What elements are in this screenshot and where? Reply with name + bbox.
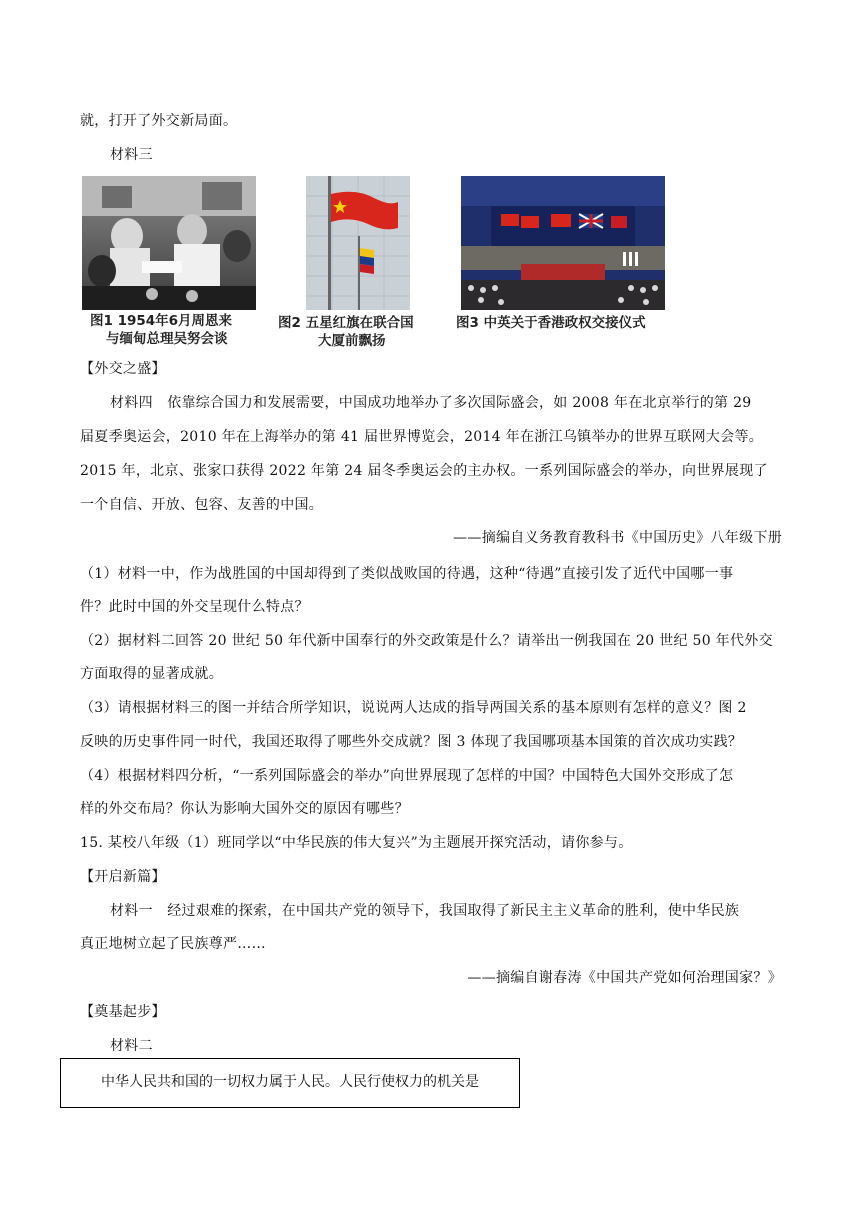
material-3-label: 材料三 [110, 147, 153, 163]
material-4-text: 材料四 依靠综合国力和发展需要，中国成功地举办了多次国际盛会，如 2008 年在北京举行的第 29 [110, 395, 752, 411]
material-1-text: 材料一 经过艰难的探索，在中国共产党的领导下，我国取得了新民主主义革命的胜利，使中华民族 [110, 903, 740, 919]
caption-line: 图2 五星红旗在联合国 [278, 315, 414, 331]
text-line: 就，打开了外交新局面。 [80, 113, 238, 129]
material-1-text: 真正地树立起了民族尊严…… [80, 936, 266, 952]
question-1: （1）材料一中，作为战胜国的中国却得到了类似战败国的待遇，这种“待遇”直接引发了近代中国哪一事 [80, 566, 734, 582]
figure-2-caption [278, 314, 414, 350]
material-2-box [60, 1058, 520, 1108]
flag-icon [306, 176, 410, 310]
question-1: 件？此时中国的外交呈现什么特点？ [80, 599, 309, 615]
ceremony-icon [461, 176, 665, 310]
caption-line: 大厦前飘扬 [318, 333, 386, 349]
question-3: 反映的历史事件同一时代，我国还取得了哪些外交成就？图 3 体现了我国哪项基本国策的首次成功实践？ [80, 734, 743, 750]
figure-1-caption [90, 312, 232, 348]
question-4: （4）根据材料四分析，“一系列国际盛会的举办”向世界展现了怎样的中国？中国特色大国外交形成了怎 [80, 768, 734, 784]
section-heading-waijiao: 【外交之盛】 [80, 361, 166, 377]
photo-hk-handover [461, 176, 665, 310]
question-2: 方面取得的显著成就。 [80, 666, 223, 682]
caption-line: 图3 中英关于香港政权交接仪式 [456, 315, 646, 331]
source-citation: ——摘编自谢春涛《中国共产党如何治理国家？》 [467, 970, 782, 986]
question-2: （2）据材料二回答 20 世纪 50 年代新中国奉行的外交政策是什么？请举出一例我国在 20 世纪 50 年代外交 [80, 633, 773, 649]
caption-line: 与缅甸总理吴努会谈 [106, 331, 228, 347]
question-15: 15. 某校八年级（1）班同学以“中华民族的伟大复兴”为主题展开探究活动，请你参与。 [80, 835, 633, 851]
section-heading-kaiqi: 【开启新篇】 [80, 869, 166, 885]
section-heading-dianji: 【奠基起步】 [80, 1004, 166, 1020]
source-citation: ——摘编自义务教育教科书《中国历史》八年级下册 [453, 530, 782, 546]
question-3: （3）请根据材料三的图一并结合所学知识，说说两人达成的指导两国关系的基本原则有怎样的意义？图 2 [80, 700, 747, 716]
photo-zhou-enlai-u-nu [82, 176, 256, 310]
material-4-text: 一个自信、开放、包容、友善的中国。 [80, 497, 324, 513]
photo-un-flag [306, 176, 410, 310]
material-2-box-text: 中华人民共和国的一切权力属于人民。人民行使权力的机关是 [101, 1074, 479, 1090]
caption-line: 图1 1954年6月周恩来 [90, 313, 233, 329]
material-4-text: 2015 年，北京、张家口获得 2022 年第 24 届冬季奥运会的主办权。一系列国际盛会的举办，向世界展现了 [80, 463, 768, 479]
question-4: 样的外交布局？你认为影响大国外交的原因有哪些？ [80, 801, 409, 817]
photo-bw-icon [82, 176, 256, 310]
material-2-label: 材料二 [110, 1038, 153, 1054]
material-4-text: 届夏季奥运会，2010 年在上海举办的第 41 届世界博览会，2014 年在浙江乌镇举办的世界互联网大会等。 [80, 429, 764, 445]
figure-3-caption [456, 314, 646, 332]
